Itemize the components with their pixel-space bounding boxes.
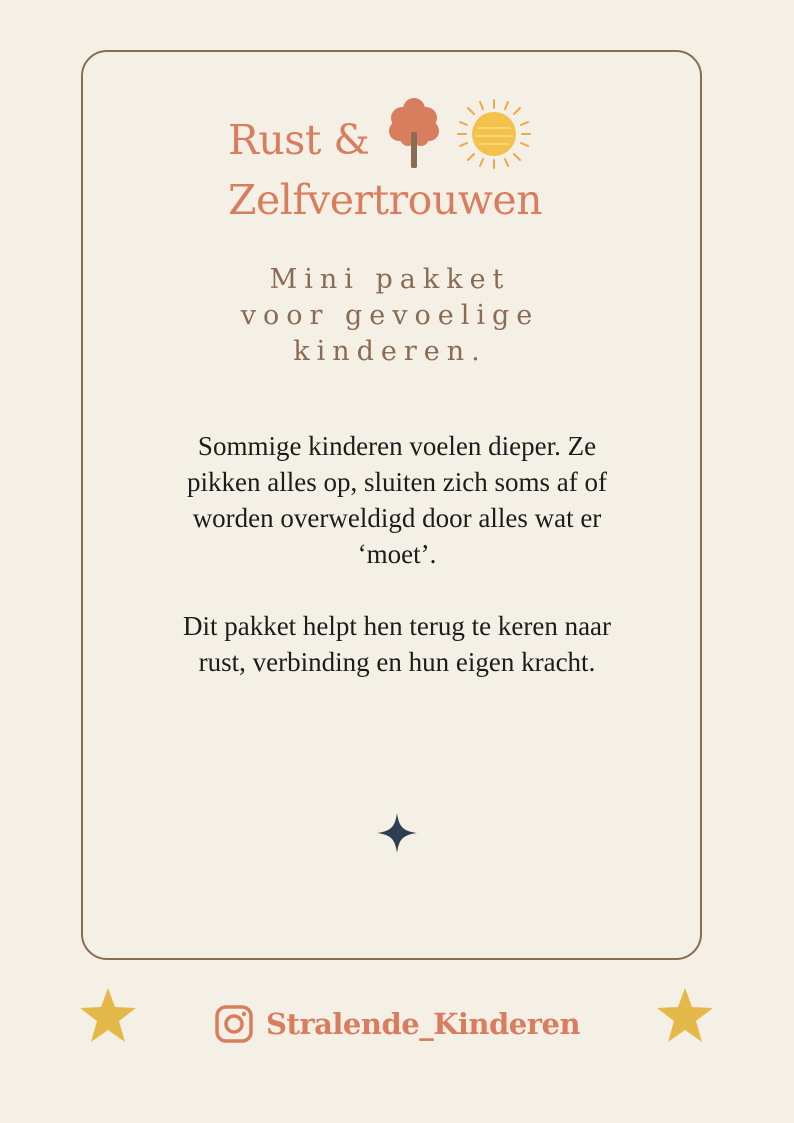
sparkle-icon (377, 813, 417, 853)
instagram-handle[interactable]: Stralende_Kinderen (266, 1007, 581, 1041)
subtitle-line-2: voor gevoelige (240, 300, 540, 331)
paragraph-2: Dit pakket helpt hen terug te keren naar rust, verbinding en hun eigen kracht. (182, 611, 612, 677)
sun-icon (456, 98, 532, 170)
title-line-2: Zelfvertrouwen (228, 176, 542, 224)
body-text (160, 428, 634, 716)
instagram-icon (214, 1004, 254, 1044)
star-icon-right (655, 986, 715, 1044)
subtitle (180, 262, 600, 370)
social-handle[interactable] (214, 1004, 580, 1044)
star-icon-left (78, 986, 138, 1044)
paragraph-1: Sommige kinderen voelen dieper. Ze pikken alles op, sluiten zich soms af of worden overweldigd door alles wat er ‘moet’. (187, 431, 607, 569)
subtitle-line-3: kinderen. (293, 336, 487, 367)
tree-icon (388, 96, 442, 170)
subtitle-line-1: Mini pakket (269, 264, 511, 295)
title-line-1: Rust & (228, 116, 370, 164)
